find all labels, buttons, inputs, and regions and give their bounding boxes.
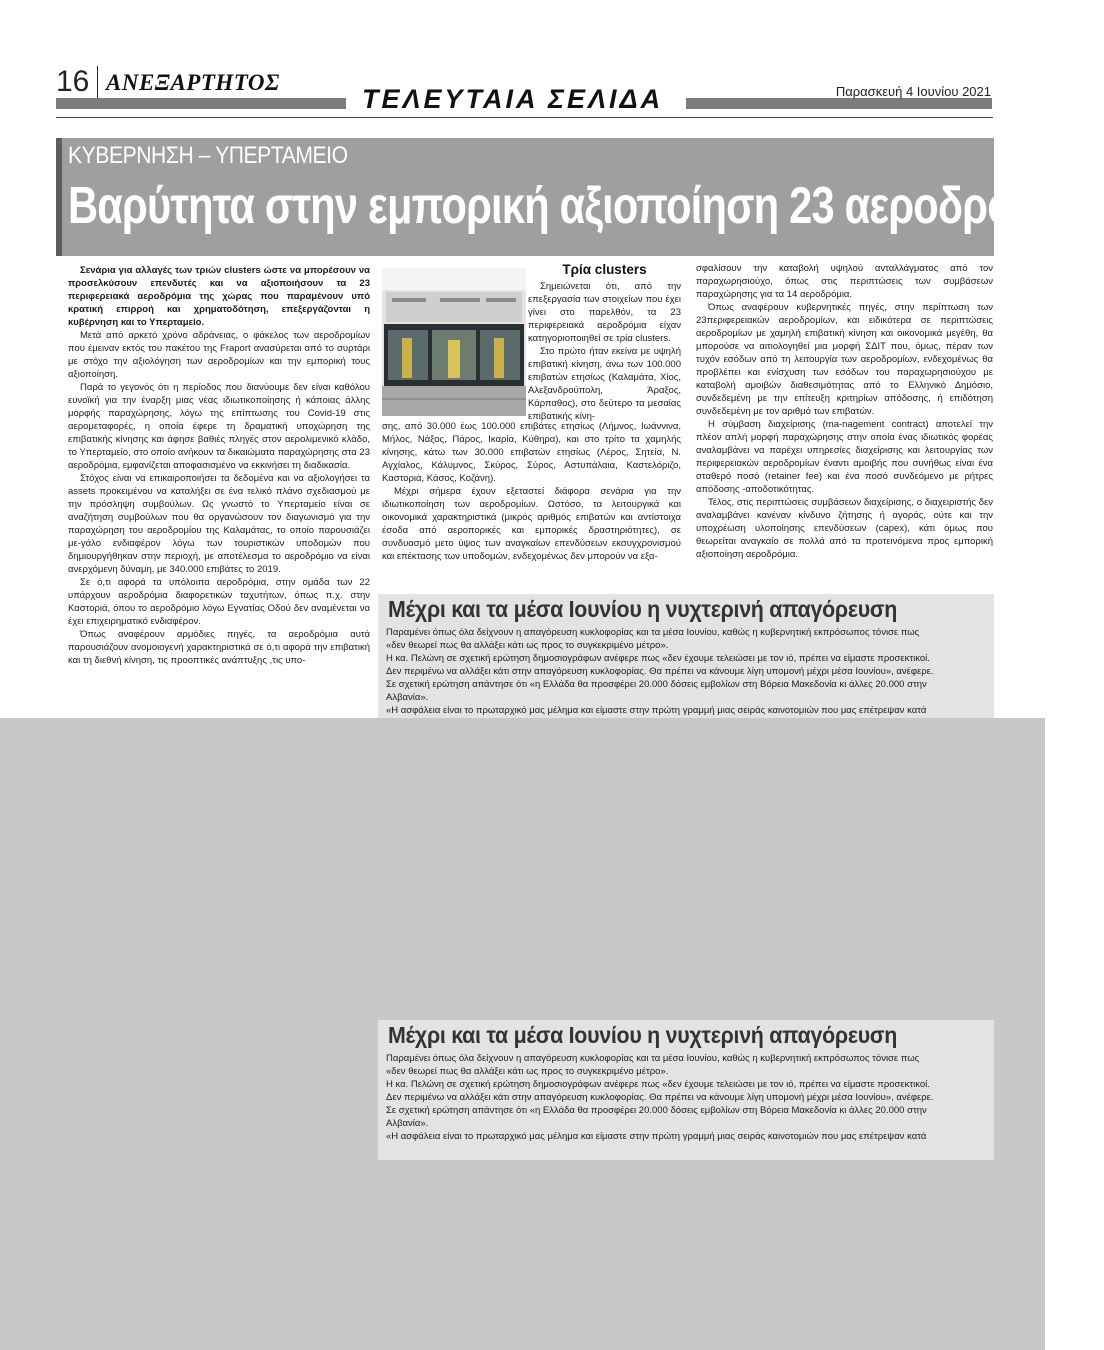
article-column-2-continued [382,420,681,563]
paragraph: Μέχρι σήμερα έχουν εξεταστεί διάφορα σενάρια για την ιδιωτικοποίηση των αεροδρομίων. Ωστόσο, τα λειτουργικά και οικονομικά χαρακτηριστικά (μικρός αριθμός επιβατών και αντίστοιχα έσοδα από αεροπορικές και εμπορικές δραστηριότητες), σε συνδυασμό μετο ύψος των αναγκαίων επενδύσεων εκσυγχρονισμού και επέκτασης των υποδομών, ενδεχομένως δεν μπορούν να εξα- [382,486,681,562]
text-line: Η κα. Πελώνη σε σχετική ερώτηση δημοσιογράφων ανέφερε πως «δεν έχουμε τελειώσει με τον ιό, πρέπει να είμαστε προσεκτικοί. [386,653,930,664]
text-line: «Η ασφάλεια είναι το πρωταρχικό μας μέλημα και είμαστε στην πρώτη γραμμή μιας σειράς καινοτομιών που μας επέτρεψαν κατά [386,705,927,716]
airport-terminal-photo [382,268,526,416]
paragraph: σης, από 30.000 έως 100.000 επιβάτες ετησίως (Λήμνος, Ιωάννινα, Μήλος, Νάξος, Πάρος, Ικαρία, Κύθηρα), και στο τρίτο τα χαμηλής κίνησης, κάτω των 30.000 επιβατών ετησίως (Λέρος, Σητεία, Ν. Αγχίαλος, Κάλυμνος, Σκύρος, Σύρος, Αστυπάλαια, Καστελόριζο, Καστοριά, Κάσος, Κοζάνη). [382,421,681,484]
text-line: Σε σχετική ερώτηση απάντησε ότι «η Ελλάδα θα προσφέρει 20.000 δόσεις εμβολίων στη Βόρεια Μακεδονία κι άλλες 20.000 στην [386,679,927,690]
article-lead: Σενάρια για αλλαγές των τριών clusters ώστε να μπορέσουν να προσελκύσουν επενδυτές και να αξιοποιήσουν τα 23 περιφερειακά αεροδρόμια της χώρας που παραμένουν υπό κρατική επιρροή και χρηματοδότηση, επεξεργάζονται η κυβέρνηση και το Υπερταμείο. [68,265,370,328]
text-line: Παραμένει όπως όλα δείχνουν η απαγόρευση κυκλοφορίας και τα μέσα Ιουνίου, καθώς η κυβερνητική εκπρόσωπος τόνισε πως [386,627,920,638]
paragraph: Στόχος είναι να επικαιροποιήσει τα δεδομένα και να αξιολογήσει τα assets προκειμένου να καταλήξει σε ένα τελικό πλάνο σχεδιασμού με την πρόσληψη συμβούλων. Ως γνωστό το Υπερταμείο είναι σε αναζήτηση συμβούλων που θα οργανώσουν τον διαγωνισμό για την παραχώρηση του αεροδρομίου της Καλαμάτας, το οποίο παρουσιάζει με-γάλο ενδιαφέρον λόγω των τουριστικών υποδομών που δημιουργήθηκαν στην περιοχή, με αποτέλεσμα το αεροδρόμιο να είναι ανερχόμενη δύναμη, με 340.000 επιβάτες το 2019. [68,473,370,575]
terminal-illustration [382,268,526,416]
headline-band-edge [56,138,62,256]
paragraph: Μετά από αρκετό χρόνο αδράνειας, ο φάκελος των αεροδρομίων που έμειναν εκτός του πακέτου της Fraport ανασύρεται από το συρτάρι με στόχο την αξιολόγηση των αεροδρομίων και την εμπορική τους αξιοποίηση. [68,330,370,380]
text-line: «Η ασφάλεια είναι το πρωταρχικό μας μέλημα και είμαστε στην πρώτη γραμμή μιας σειράς καινοτομιών που μας επέτρεψαν κατά [386,1131,927,1142]
article-kicker: ΚΥΒΕΡΝΗΣΗ – ΥΠΕΡΤΑΜΕΙΟ [68,142,348,169]
paragraph: Όπως αναφέρουν αρμόδιες πηγές, τα αεροδρόμια αυτά παρουσιάζουν ανομοιογενή χαρακτηριστικά σε ό,τι αφορά την επιβατική και τη διεθνή κίνηση, τις προοπτικές ανάπτυξης ,τις υπο- [68,629,370,666]
text-line: Δεν περιμένω να αλλάξει κάτι στην απαγόρευση κυκλοφορίας. Θα πρέπει να κάνουμε λίγη υπομονή μέχρι μέσα Ιουνίου», ανέφερε. [386,1092,934,1103]
article-column-1 [68,264,370,730]
text-line: «δεν θεωρεί πως θα αλλάξει κάτι ως προς το συγκεκριμένο μέτρο». [386,640,669,651]
paragraph: Στο πρώτο ήταν εκείνα με υψηλή επιβατική κίνηση, άνω των 100.000 επιβατών ετησίως (Καλαμάτα, Χίος, Αλεξανδρούπολη, Άραξος, Κάρπαθος), στο δεύτερο τα μεσαίας επιβατικής κίνη- [528,346,681,422]
section-title: ΤΕΛΕΥΤΑΙΑ ΣΕΛΙΔΑ [362,84,664,114]
paragraph: Όπως αναφέρουν κυβερνητικές πηγές, στην περίπτωση των 23περιφερειακών αεροδρομίων, και ειδικότερα σε περιπτώσεις αεροδρομίων με χαμηλή επιβατική κίνηση και οικονομικά μεγέθη, θα μπορούσε να αιτιολογηθεί μια μορφή ΣΔΙΤ που, όμως, πέραν των τυχόν εσόδων από τη λειτουργία των αεροδρομίων, ενδεχομένως θα προβλέπει και ενίσχυση των εσόδων του παραχωρησιούχου με καταβολή αμοιβών διαθεσιμότητας από το Ελληνικό Δημόσιο, συνδεδεμένη με την επίτευξη κριτηρίων απόδοσης, ή επιδότηση συνδεδεμένη με τον αριθμό των επιβατών. [696,302,993,417]
curfew-box-title: Μέχρι και τα μέσα Ιουνίου η νυχτερινή απαγόρευση [388,596,898,622]
article-headline: Βαρύτητα στην εμπορική αξιοποίηση 23 αεροδρομίων [68,177,1104,235]
text-line: Η κα. Πελώνη σε σχετική ερώτηση δημοσιογράφων ανέφερε πως «δεν έχουμε τελειώσει με τον ιό, πρέπει να είμαστε προσεκτικοί. [386,1079,930,1090]
article-column-2 [528,280,681,423]
issue-date: Παρασκευή 4 Ιουνίου 2021 [835,84,991,99]
text-line: Σε σχετική ερώτηση απάντησε ότι «η Ελλάδα θα προσφέρει 20.000 δόσεις εμβολίων στη Βόρεια Μακεδονία κι άλλες 20.000 στην [386,1105,927,1116]
paragraph: Τέλος, στις περιπτώσεις συμβάσεων διαχείρισης, ο διαχειριστής δεν αναλαμβάνει κανέναν κίνδυνο ζήτησης ή αγοράς, ούτε και την υποχρέωση υλοποίησης επενδύσεων (capex), κάτι όμως που θεωρείται αναγκαίο σε πολλά από τα προτεινόμενα προς εμπορική αξιοποίηση αεροδρόμια. [696,497,993,560]
subhead-three-clusters: Τρία clusters [562,262,647,277]
headline-band [56,138,1104,256]
curfew-news-box [378,594,994,718]
paragraph: Σημειώνεται ότι, από την επεξεργασία των στοιχείων που έχει γίνει στο παρελθόν, τα 23 περιφερειακά αεροδρόμια είχαν κατηγοριοποιηθεί σε τρία clusters. [528,281,681,344]
text-line: «δεν θεωρεί πως θα αλλάξει κάτι ως προς το συγκεκριμένο μέτρο». [386,1066,669,1077]
text-line: Αλβανία». [386,692,429,703]
text-line: Παραμένει όπως όλα δείχνουν η απαγόρευση κυκλοφορίας και τα μέσα Ιουνίου, καθώς η κυβερνητική εκπρόσωπος τόνισε πως [386,1053,920,1064]
page-number-divider [97,66,98,100]
curfew-box-text [386,1052,984,1143]
text-line: Δεν περιμένω να αλλάξει κάτι στην απαγόρευση κυκλοφορίας. Θα πρέπει να κάνουμε λίγη υπομονή μέχρι μέσα Ιουνίου», ανέφερε. [386,666,934,677]
paragraph: Η σύμβαση διαχείρισης (ma-nagement contract) αποτελεί την πλέον απλή μορφή παραχώρησης στην οποία ένας ιδιωτικός φορέας αναλαμβάνει να παρέχει υπηρεσίες διαχείρισης και λειτουργίας των περιφερειακών αεροδρομίων έναντι αμοιβής που συνήθως είναι ένα σταθερό ποσό (retainer fee) και ένα ποσό συνδεόμενο με ρήτρες απόδοσης -αποδοτικότητας. [696,419,993,495]
paragraph: Παρά το γεγονός ότι η περίοδος που διανύουμε δεν είναι καθόλου ευνοϊκή για την έναρξη μιας νέας ιδιωτικοποίησης ή κάποιας άλλης μορφής παραχώρησης, λόγω της επίπτωσης του Covid-19 στις αερομεταφορές, η οποία έφερε τη δραματική υποχώρηση της επιβατικής κίνησης και άφησε βαθιές πληγές στον αερολιμενικό κλάδο, το Υπερταμείο, στο οποίο ανήκουν τα δικαιώματα παραχώρησης στα 23 αεροδρόμια, εμφανίζεται αποφασισμένο να εκκινήσει τη διαδικασία. [68,382,370,471]
text-line: Αλβανία». [386,1118,429,1129]
masthead-bar-right [686,98,992,109]
curfew-box-text [386,626,984,730]
header-rule [56,117,993,118]
curfew-box-title: Μέχρι και τα μέσα Ιουνίου η νυχτερινή απαγόρευση [388,1022,898,1048]
curfew-news-box-repeat [378,1020,994,1160]
article-column-3 [696,262,993,561]
page-number: 16 [56,65,90,98]
paragraph: σφαλίσουν την καταβολή υψηλού ανταλλάγματος από τον παραχωρησιούχο, όπως στις περιπτώσεις των συμβάσεων παραχώρησης για τα 14 αεροδρόμια. [696,263,993,300]
paragraph: Σε ό,τι αφορά τα υπόλοιπα αεροδρόμια, στην ομάδα των 22 υπάρχουν αεροδρόμια διαφορετικών ταχυτήτων, όπως π.χ. στην Καστοριά, όπου το αεροδρόμιο λόγω Εγνατίας Οδού δεν αναμένεται να έχει επιχειρηματικό ενδιαφέρον. [68,577,370,627]
masthead-bar-left [56,98,346,109]
newspaper-name: ΑΝΕΞΑΡΤΗΤΟΣ [106,70,280,95]
